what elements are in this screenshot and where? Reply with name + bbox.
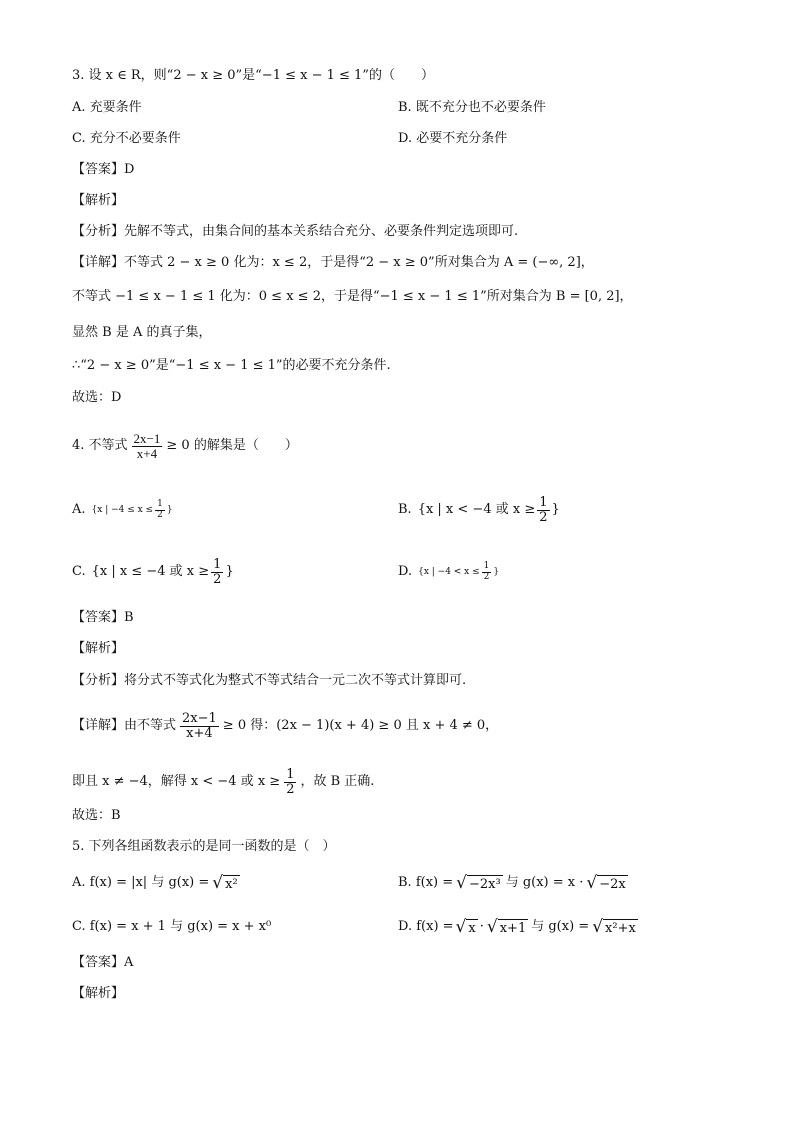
sqrt-sign: √ −2x xyxy=(586,873,626,893)
fraction-denominator: 2 xyxy=(483,571,490,582)
q5-jiexi: 【解析】 xyxy=(72,986,125,1001)
q5-answer: 【答案】A xyxy=(72,955,134,970)
q3-option-c: C. 充分不必要条件 xyxy=(72,131,181,146)
q4-option-a-label: A. xyxy=(72,502,86,517)
sqrt-sign: √ x² xyxy=(212,873,238,893)
q4-detail-1-suffix: ≥ 0 得：(2x − 1)(x + 4) ≥ 0 且 x + 4 ≠ 0， xyxy=(222,718,499,733)
fraction-numerator: 1 xyxy=(539,494,548,510)
q5-stem: 5. 下列各组函数表示的是同一函数的是（ ） xyxy=(72,839,336,854)
fraction-numerator: 1 xyxy=(157,499,163,510)
q4-detail-2-prefix: 即且 x ≠ −4，解得 x < −4 或 x ≥ xyxy=(72,774,281,789)
set-close-brace: } xyxy=(225,564,234,579)
q4-option-b-set: {x | x < −4 或 x ≥ xyxy=(417,502,536,517)
fraction-denominator: 2 xyxy=(157,509,163,520)
q5-option-d-left: D. f(x) = xyxy=(398,919,454,934)
q4-option-c-fraction xyxy=(211,558,223,586)
set-close-brace: } xyxy=(493,567,500,577)
q4-stem-numerator: 2x−1 xyxy=(133,430,161,446)
q4-option-b xyxy=(398,490,560,530)
q4-detail-1-prefix: 【详解】由不等式 xyxy=(72,718,177,733)
q5-option-a-left: A. f(x) = |x| 与 g(x) = xyxy=(72,875,210,890)
sqrt-sign: √ −2x³ xyxy=(456,873,501,893)
q4-option-a-fraction xyxy=(155,500,165,520)
q4-option-b-fraction xyxy=(537,496,549,524)
radicand: −2x³ xyxy=(468,877,501,892)
q3-detail-1: 【详解】不等式 2 − x ≥ 0 化为：x ≤ 2，于是得“2 − x ≥ 0”所对集合为 A = (−∞, 2]， xyxy=(72,255,594,270)
q3-detail-2: 不等式 −1 ≤ x − 1 ≤ 1 化为：0 ≤ x ≤ 2，于是得“−1 ≤ x − 1 ≤ 1”所对集合为 B = [0, 2]， xyxy=(72,289,633,304)
q5-option-b-left: B. f(x) = xyxy=(398,875,454,890)
fraction-numerator: 1 xyxy=(213,556,222,572)
q3-detail-3: 显然 B 是 A 的真子集， xyxy=(72,325,212,340)
q3-stem: 3. 设 x ∈ R，则“2 − x ≥ 0”是“−1 ≤ x − 1 ≤ 1”的（ ） xyxy=(72,68,434,83)
q4-option-c xyxy=(72,552,234,592)
set-close-brace: } xyxy=(551,502,560,517)
q5-option-c-text: C. f(x) = x + 1 与 g(x) = x + x⁰ xyxy=(72,919,272,934)
q4-stem-fraction xyxy=(132,432,163,460)
q4-detail-2-suffix: ，故 B 正确. xyxy=(300,774,375,789)
q4-option-d-label: D. xyxy=(398,564,413,579)
q4-select: 故选：B xyxy=(72,808,121,823)
sqrt-sign: √ x+1 xyxy=(486,917,527,937)
q4-option-d xyxy=(398,552,499,592)
q3-analysis: 【分析】先解不等式，由集合间的基本关系结合充分、必要条件判定选项即可. xyxy=(72,224,519,239)
q3-jiexi: 【解析】 xyxy=(72,193,125,208)
fraction-numerator: 1 xyxy=(483,561,490,572)
q5-option-b xyxy=(398,870,628,896)
q4-stem-suffix: ≥ 0 的解集是（ ） xyxy=(166,438,298,453)
q4-detail-2-fraction xyxy=(284,768,296,796)
q5-option-a xyxy=(72,870,240,896)
q4-detail-fraction xyxy=(180,712,219,740)
q3-option-b: B. 既不充分也不必要条件 xyxy=(398,100,546,115)
q4-option-a xyxy=(72,490,173,530)
fraction-denominator: 2 xyxy=(286,781,295,797)
q4-answer: 【答案】B xyxy=(72,610,134,625)
q4-option-d-set: {x | −4 < x ≤ xyxy=(418,567,480,577)
q4-analysis: 【分析】将分式不等式化为整式不等式结合一元二次不等式计算即可. xyxy=(72,673,467,688)
q4-option-c-label: C. xyxy=(72,564,86,579)
radicand: x² xyxy=(225,877,238,892)
q4-detail-1 xyxy=(72,704,498,748)
fraction-denominator: 2 xyxy=(213,571,222,587)
q5-option-d-dot: · xyxy=(479,919,484,934)
q3-select: 故选：D xyxy=(72,390,122,405)
q5-option-b-mid: 与 g(x) = x · xyxy=(505,875,584,890)
radicand: x²+x xyxy=(605,921,636,936)
q4-stem-prefix: 4. 不等式 xyxy=(72,438,128,453)
set-close-brace: } xyxy=(166,505,173,515)
radicand: x+1 xyxy=(499,921,527,936)
radicand: −2x xyxy=(599,877,626,892)
q5-option-c xyxy=(72,914,271,940)
sqrt-sign: √ x²+x xyxy=(592,917,636,937)
q4-stem xyxy=(72,426,298,466)
q5-option-d xyxy=(398,914,638,940)
q5-option-d-mid: 与 g(x) = xyxy=(531,919,590,934)
q4-option-b-label: B. xyxy=(398,502,412,517)
q4-detail-2 xyxy=(72,760,374,804)
q4-option-d-fraction xyxy=(482,562,492,582)
q3-answer: 【答案】D xyxy=(72,162,135,177)
q3-option-a: A. 充要条件 xyxy=(72,100,142,115)
q3-detail-4: ∴“2 − x ≥ 0”是“−1 ≤ x − 1 ≤ 1”的必要不充分条件. xyxy=(72,358,391,373)
fraction-numerator: 2x−1 xyxy=(182,710,217,726)
q4-jiexi: 【解析】 xyxy=(72,641,125,656)
fraction-numerator: 1 xyxy=(286,766,295,782)
q4-option-a-set: {x | −4 ≤ x ≤ xyxy=(91,505,154,515)
q3-option-d: D. 必要不充分条件 xyxy=(398,131,508,146)
sqrt-sign: √ x xyxy=(455,917,476,937)
fraction-denominator: 2 xyxy=(539,509,548,525)
fraction-denominator: x+4 xyxy=(186,725,213,741)
q4-option-c-set: {x | x ≤ −4 或 x ≥ xyxy=(91,564,210,579)
q4-stem-denominator: x+4 xyxy=(136,445,158,461)
radicand: x xyxy=(468,921,476,936)
